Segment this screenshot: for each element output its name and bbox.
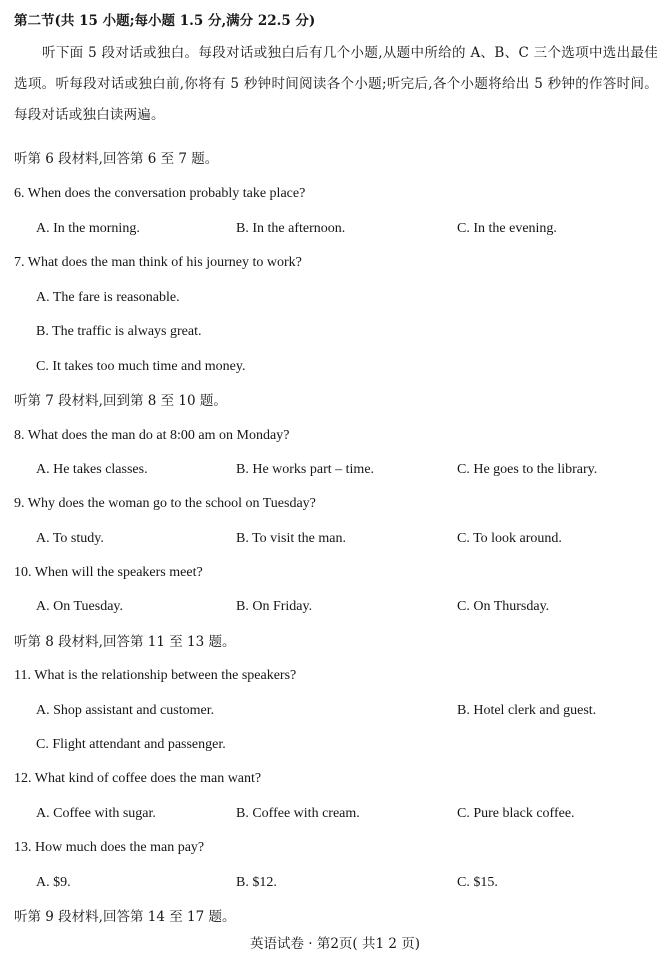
group-heading-9: 听第 9 段材料,回答第 14 至 17 题。 [14,909,236,925]
question-6-option-b: B. In the afternoon. [236,221,346,236]
section-instructions: 听下面 5 段对话或独白。每段对话或独白后有几个小题,从题中所给的 A、B、C 三个选项中选出最佳选项。听每段对话或独白前,你将有 5 秒钟时间阅读各个小题;听完后,各个小题将给出 5 秒钟的作答时间。每段对话或独白读两遍。 [14,45,658,123]
question-10-option-a: A. On Tuesday. [36,599,123,614]
question-12-option-b: B. Coffee with cream. [236,806,360,821]
question-10-stem: 10. When will the speakers meet? [14,565,203,580]
question-11-option-b: B. Hotel clerk and guest. [457,703,597,718]
question-8-stem: 8. What does the man do at 8:00 am on Monday? [14,428,290,443]
question-8-option-b: B. He works part – time. [236,462,375,477]
question-7-option-c: C. It takes too much time and money. [36,359,246,374]
question-9-option-a: A. To study. [36,531,104,546]
question-11-option-c: C. Flight attendant and passenger. [36,737,226,752]
question-6-option-a: A. In the morning. [36,221,140,236]
group-heading-7: 听第 7 段材料,回到第 8 至 10 题。 [14,393,227,409]
question-10-option-c: C. On Thursday. [457,599,550,614]
question-6-stem: 6. When does the conversation probably take place? [14,186,306,201]
question-9-option-b: B. To visit the man. [236,531,346,546]
question-12-stem: 12. What kind of coffee does the man want? [14,771,262,786]
question-8-option-a: A. He takes classes. [36,462,148,477]
group-heading-6: 听第 6 段材料,回答第 6 至 7 题。 [14,151,219,167]
question-7-option-b: B. The traffic is always great. [36,324,202,339]
question-13-option-a: A. $9. [36,875,71,890]
question-12-option-c: C. Pure black coffee. [457,806,575,821]
question-11-option-a: A. Shop assistant and customer. [36,703,215,718]
page-footer: 英语试卷 · 第2页( 共1 2 页) [249,936,421,952]
question-6-option-c: C. In the evening. [457,221,557,236]
question-7-stem: 7. What does the man think of his journey to work? [14,255,302,270]
question-13-stem: 13. How much does the man pay? [14,840,205,855]
question-10-option-b: B. On Friday. [236,599,313,614]
question-13-option-c: C. $15. [457,875,498,890]
question-7-option-a: A. The fare is reasonable. [36,290,180,305]
question-12-option-a: A. Coffee with sugar. [36,806,156,821]
question-13-option-b: B. $12. [236,875,277,890]
section-heading: 第二节(共 15 小题;每小题 1.5 分,满分 22.5 分) [14,13,316,29]
group-heading-8: 听第 8 段材料,回答第 11 至 13 题。 [14,634,236,650]
question-8-option-c: C. He goes to the library. [457,462,598,477]
question-11-stem: 11. What is the relationship between the speakers? [14,668,297,683]
question-9-option-c: C. To look around. [457,531,562,546]
question-9-stem: 9. Why does the woman go to the school on Tuesday? [14,496,316,511]
